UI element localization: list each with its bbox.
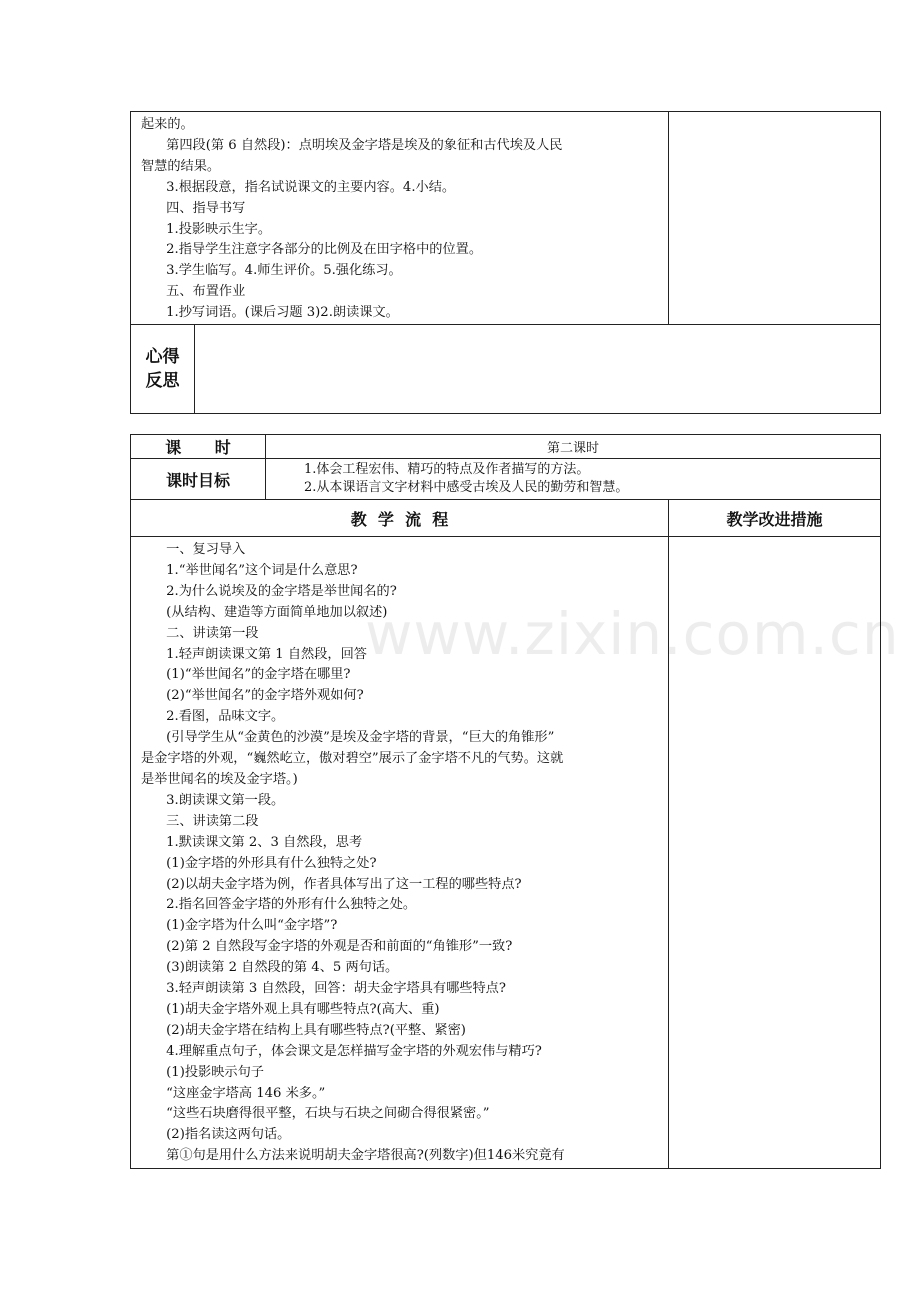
goal-item: 1.体会工程宏伟、精巧的特点及作者描写的方法。: [304, 462, 590, 477]
text-line: 3.学生临写。4.师生评价。5.强化练习。: [141, 263, 402, 279]
text-line: 第四段(第 6 自然段)：点明埃及金字塔是埃及的象征和古代埃及人民: [141, 137, 563, 153]
goal-content-cell: [266, 459, 881, 500]
goal-label: 课时目标: [131, 459, 266, 500]
flow-text-block: [131, 112, 668, 324]
text-line: 是金字塔的外观，“巍然屹立，傲对碧空”展示了金字塔不凡的气势。这就: [141, 751, 564, 767]
text-line: (2)“举世闻名”的金字塔外观如何?: [141, 688, 364, 704]
text-line: 4.理解重点句子，体会课文是怎样描写金字塔的外观宏伟与精巧?: [141, 1043, 542, 1059]
text-line: 3.朗读课文第一段。: [141, 792, 285, 808]
lesson-table-part1: [130, 111, 881, 414]
text-line: “这些石块磨得很平整，石块与石块之间砌合得很紧密。”: [141, 1106, 490, 1122]
text-line: (引导学生从“金黄色的沙漠”是埃及金字塔的背景，“巨大的角锥形”: [141, 730, 555, 746]
reflection-label: [131, 325, 195, 414]
text-line: 1.轻声朗读课文第 1 自然段，回答: [141, 646, 367, 662]
text-line: (1)胡夫金字塔外观上具有哪些特点?(高大、重): [141, 1001, 440, 1017]
text-line: 3.根据段意，指名试说课文的主要内容。4.小结。: [141, 179, 456, 195]
text-line: (3)朗读第 2 自然段的第 4、5 两句话。: [141, 960, 399, 976]
improvement-cell: [669, 537, 881, 1169]
improvement-header: 教学改进措施: [669, 500, 881, 537]
reflection-label-line1: 心得: [145, 347, 180, 368]
text-line: 1.默读课文第 2、3 自然段，思考: [141, 834, 363, 850]
improvement-cell: [669, 112, 881, 325]
text-line: 一、复习导入: [141, 542, 246, 557]
text-line: (2)胡夫金字塔在结构上具有哪些特点?(平整、紧密): [141, 1022, 466, 1038]
text-line: (1)“举世闻名”的金字塔在哪里?: [141, 667, 351, 683]
text-line: (2)以胡夫金字塔为例，作者具体写出了这一工程的哪些特点?: [141, 876, 522, 892]
flow-text-block: [131, 537, 668, 1167]
text-line: 智慧的结果。: [141, 158, 221, 174]
period-label: 课 时: [131, 435, 266, 459]
goal-item: 2.从本课语言文字材料中感受古埃及人民的勤劳和智慧。: [304, 479, 629, 495]
text-line: 2.指导学生注意字各部分的比例及在田字格中的位置。: [141, 242, 483, 258]
text-line: 2.指名回答金字塔的外形有什么独特之处。: [141, 897, 417, 913]
lesson-table-part2: [130, 434, 881, 1169]
text-line: 3.轻声朗读第 3 自然段，回答：胡夫金字塔具有哪些特点?: [141, 981, 506, 997]
flow-header: 教 学 流 程: [131, 500, 669, 537]
text-line: (1)投影映示句子: [141, 1064, 264, 1080]
text-line: 第①句是用什么方法来说明胡夫金字塔很高?(列数字)但146米究竟有: [141, 1148, 565, 1164]
text-line: 四、指导书写: [141, 200, 246, 216]
text-line: 二、讲读第一段: [141, 625, 259, 641]
text-line: 起来的。: [141, 117, 194, 132]
text-line: 1.投影映示生字。: [141, 221, 272, 237]
text-line: (2)指名读这两句话。: [141, 1127, 291, 1143]
text-line: (2)第 2 自然段写金字塔的外观是否和前面的“角锥形”一致?: [141, 939, 513, 955]
reflection-label-line2: 反思: [145, 371, 180, 392]
text-line: “这座金字塔高 146 米多。”: [141, 1085, 326, 1101]
reflection-content-cell: [195, 325, 881, 414]
text-line: 1.抄写词语。(课后习题 3)2.朗读课文。: [141, 305, 399, 321]
text-line: 1.“举世闻名”这个词是什么意思?: [141, 562, 358, 578]
text-line: (1)金字塔为什么叫“金字塔”?: [141, 918, 338, 934]
text-line: 2.为什么说埃及的金字塔是举世闻名的?: [141, 583, 397, 599]
flow-content-cell: [131, 537, 669, 1169]
text-line: (从结构、建造等方面简单地加以叙述): [141, 604, 388, 620]
watermark: www.zixin.com.cn: [365, 600, 900, 668]
flow-content-cell: [131, 112, 669, 325]
text-line: (1)金字塔的外形具有什么独特之处?: [141, 855, 377, 871]
text-line: 2.看图，品味文字。: [141, 709, 285, 725]
period-value: 第二课时: [266, 435, 881, 459]
text-line: 是举世闻名的埃及金字塔。): [141, 771, 298, 787]
text-line: 三、讲读第二段: [141, 813, 259, 829]
text-line: 五、布置作业: [141, 284, 246, 300]
